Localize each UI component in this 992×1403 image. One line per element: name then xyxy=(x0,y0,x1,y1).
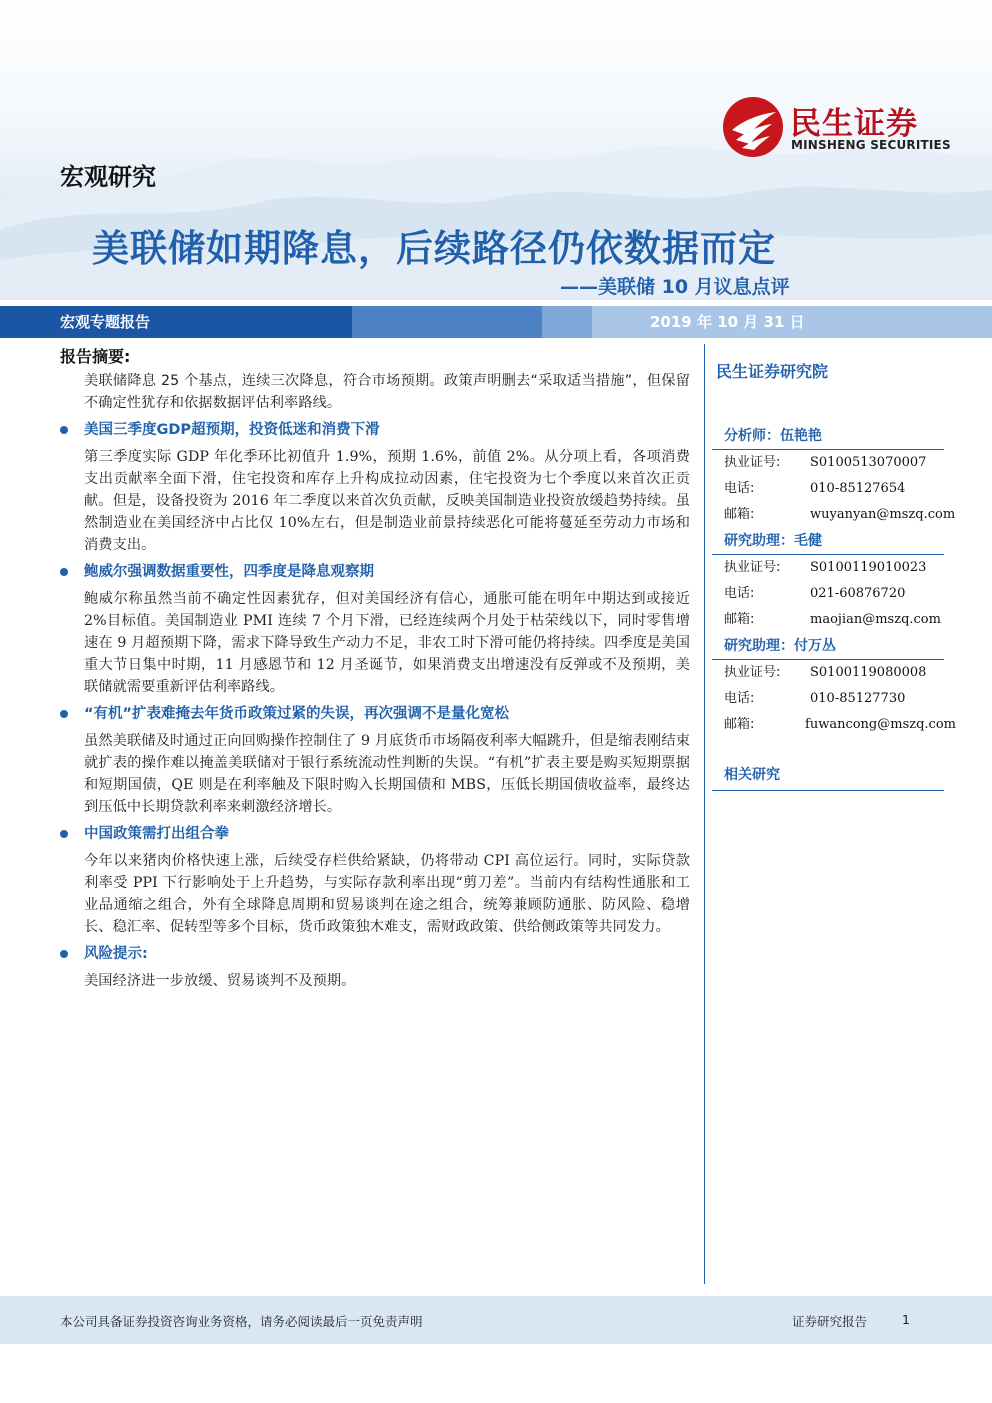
info-label: 电话: xyxy=(724,481,755,496)
info-value: 010-85127730 xyxy=(810,691,906,706)
info-label: 电话: xyxy=(724,586,755,601)
info-row xyxy=(716,555,956,581)
bullet-dot-icon xyxy=(60,710,68,718)
report-date: 2019 年 10 月 31 日 xyxy=(592,306,992,338)
report-subtitle: ——美联储 10 月议息点评 xyxy=(560,276,790,298)
analyst-role: 研究助理：毛健 xyxy=(724,533,822,549)
section-heading xyxy=(60,822,690,846)
bullet-dot-icon xyxy=(60,830,68,838)
logo-english-name: MINSHENG SECURITIES xyxy=(791,138,951,152)
info-label: 邮箱: xyxy=(724,507,755,522)
info-row xyxy=(716,476,956,502)
section-text: 今年以来猪肉价格快速上涨，后续受存栏供给紧缺，仍将带动 CPI 高位运行。同时，实际贷款利率受 PPI 下行影响处于上升趋势，与实际存款利率出现“剪刀差”。当前内有结构性通胀和工业品通缩之组合，外有全球降息周期和贸易谈判在途之组合，统筹兼顾防通胀、防风险、稳增长、稳汇率、促转型等多个目标，货币政策独木难支，需财政政策、供给侧政策等共同发力。 xyxy=(84,853,690,935)
footer-disclaimer: 本公司具备证券投资咨询业务资格，请务必阅读最后一页免责声明 xyxy=(60,1314,423,1329)
page-number: 1 xyxy=(902,1312,910,1327)
analyst-role: 分析师：伍艳艳 xyxy=(724,428,822,444)
bullet-dot-icon xyxy=(60,950,68,958)
section-heading xyxy=(60,418,690,442)
bullet-dot-icon xyxy=(60,568,68,576)
report-info-band xyxy=(0,306,992,338)
analyst-block xyxy=(716,423,956,528)
email-link[interactable]: wuyanyan@mszq.com xyxy=(810,507,956,522)
summary-heading: 报告摘要: xyxy=(60,347,131,366)
section-text: 第三季度实际 GDP 年化季环比初值升 1.9%，预期 1.6%，前值 2%。从分项上看，各项消费支出贡献率全面下滑，住宅投资和库存上升构成拉动因素，住宅投资为七个季度以来首次正贡献。但是，设备投资为 2016 年二季度以来首次负贡献，反映美国制造业投资放缓趋势持续。虽然制造业在美国经济中占比仅 10%左右，但是制造业前景持续恶化可能将蔓延至劳动力市场和消费支出。 xyxy=(84,449,690,553)
info-row xyxy=(716,450,956,476)
report-type: 宏观专题报告 xyxy=(0,306,352,338)
section-text: 鲍威尔称虽然当前不确定性因素犹存，但对美国经济有信心，通胀可能在明年中期达到或接近 2%目标值。美国制造业 PMI 连续 7 个月下滑，已经连续两个月处于枯荣线以下，同时零售增速在 9 月超预期下降，需求下降导致生产动力不足，非农工时下滑可能仍将持续。四季度是美国重大节日集中时期，11 月感恩节和 12 月圣诞节，如果消费支出增速没有反弹或不及预期，美联储就需要重新评估利率路线。 xyxy=(84,591,690,695)
info-value: 010-85127654 xyxy=(810,481,906,496)
column-divider xyxy=(704,344,705,1284)
logo-mark-icon xyxy=(722,96,784,158)
band-segment xyxy=(352,306,542,338)
bullet-dot-icon xyxy=(60,426,68,434)
page-footer xyxy=(0,1296,992,1344)
info-row xyxy=(716,581,956,607)
info-label: 执业证号: xyxy=(724,665,781,680)
info-row xyxy=(716,712,956,738)
info-label: 执业证号: xyxy=(724,455,781,470)
section-heading xyxy=(60,702,690,726)
info-label: 邮箱: xyxy=(724,612,755,627)
section-title: 风险提示: xyxy=(84,946,148,962)
divider xyxy=(712,790,944,791)
section-text: 美国经济进一步放缓、贸易谈判不及预期。 xyxy=(84,973,356,989)
info-label: 邮箱: xyxy=(724,717,755,732)
analyst-sidebar xyxy=(716,344,956,791)
section-title: 中国政策需打出组合拳 xyxy=(84,826,229,842)
info-value: S0100119080008 xyxy=(810,665,927,680)
info-value: S0100119010023 xyxy=(810,560,927,575)
report-header xyxy=(0,0,992,300)
report-summary xyxy=(60,344,690,992)
related-research-heading: 相关研究 xyxy=(724,767,780,783)
info-label: 执业证号: xyxy=(724,560,781,575)
section-title: 鲍威尔强调数据重要性，四季度是降息观察期 xyxy=(84,564,374,580)
info-label: 电话: xyxy=(724,691,755,706)
info-value: 021-60876720 xyxy=(810,586,906,601)
analyst-block xyxy=(716,528,956,633)
institute-name: 民生证券研究院 xyxy=(716,362,829,381)
summary-intro: 美联储降息 25 个基点，连续三次降息，符合市场预期。政策声明删去“采取适当措施”，但保留不确定性犹存和依据数据评估利率路线。 xyxy=(84,373,690,411)
analyst-role: 研究助理：付万丛 xyxy=(724,638,836,654)
section-heading xyxy=(60,560,690,584)
report-title: 美联储如期降息，后续路径仍依数据而定 xyxy=(92,227,776,270)
section-title: “有机”扩表难掩去年货币政策过紧的失误，再次强调不是量化宽松 xyxy=(84,706,510,722)
report-category: 宏观研究 xyxy=(60,163,156,191)
email-link[interactable]: fuwancong@mszq.com xyxy=(805,717,956,732)
info-value: S0100513070007 xyxy=(810,455,927,470)
info-row xyxy=(716,686,956,712)
info-row xyxy=(716,502,956,528)
company-logo xyxy=(722,96,952,160)
footer-doc-type: 证券研究报告 xyxy=(792,1314,868,1329)
logo-chinese-name: 民生证券 xyxy=(790,106,918,142)
email-link[interactable]: maojian@mszq.com xyxy=(810,612,941,627)
section-text: 虽然美联储及时通过正向回购操作控制住了 9 月底货币市场隔夜利率大幅跳升，但是缩表刚结束就扩表的操作难以掩盖美联储对于银行系统流动性判断的失误。“有机”扩表主要是购买短期票据和短期国债，QE 则是在利率触及下限时购入长期国债和 MBS，压低长期国债收益率，最终达到压低中长期贷款利率来刺激经济增长。 xyxy=(84,733,690,815)
band-segment xyxy=(542,306,592,338)
info-row xyxy=(716,607,956,633)
section-heading xyxy=(60,942,690,966)
section-title: 美国三季度GDP超预期，投资低迷和消费下滑 xyxy=(84,422,380,438)
info-row xyxy=(716,660,956,686)
analyst-block xyxy=(716,633,956,738)
